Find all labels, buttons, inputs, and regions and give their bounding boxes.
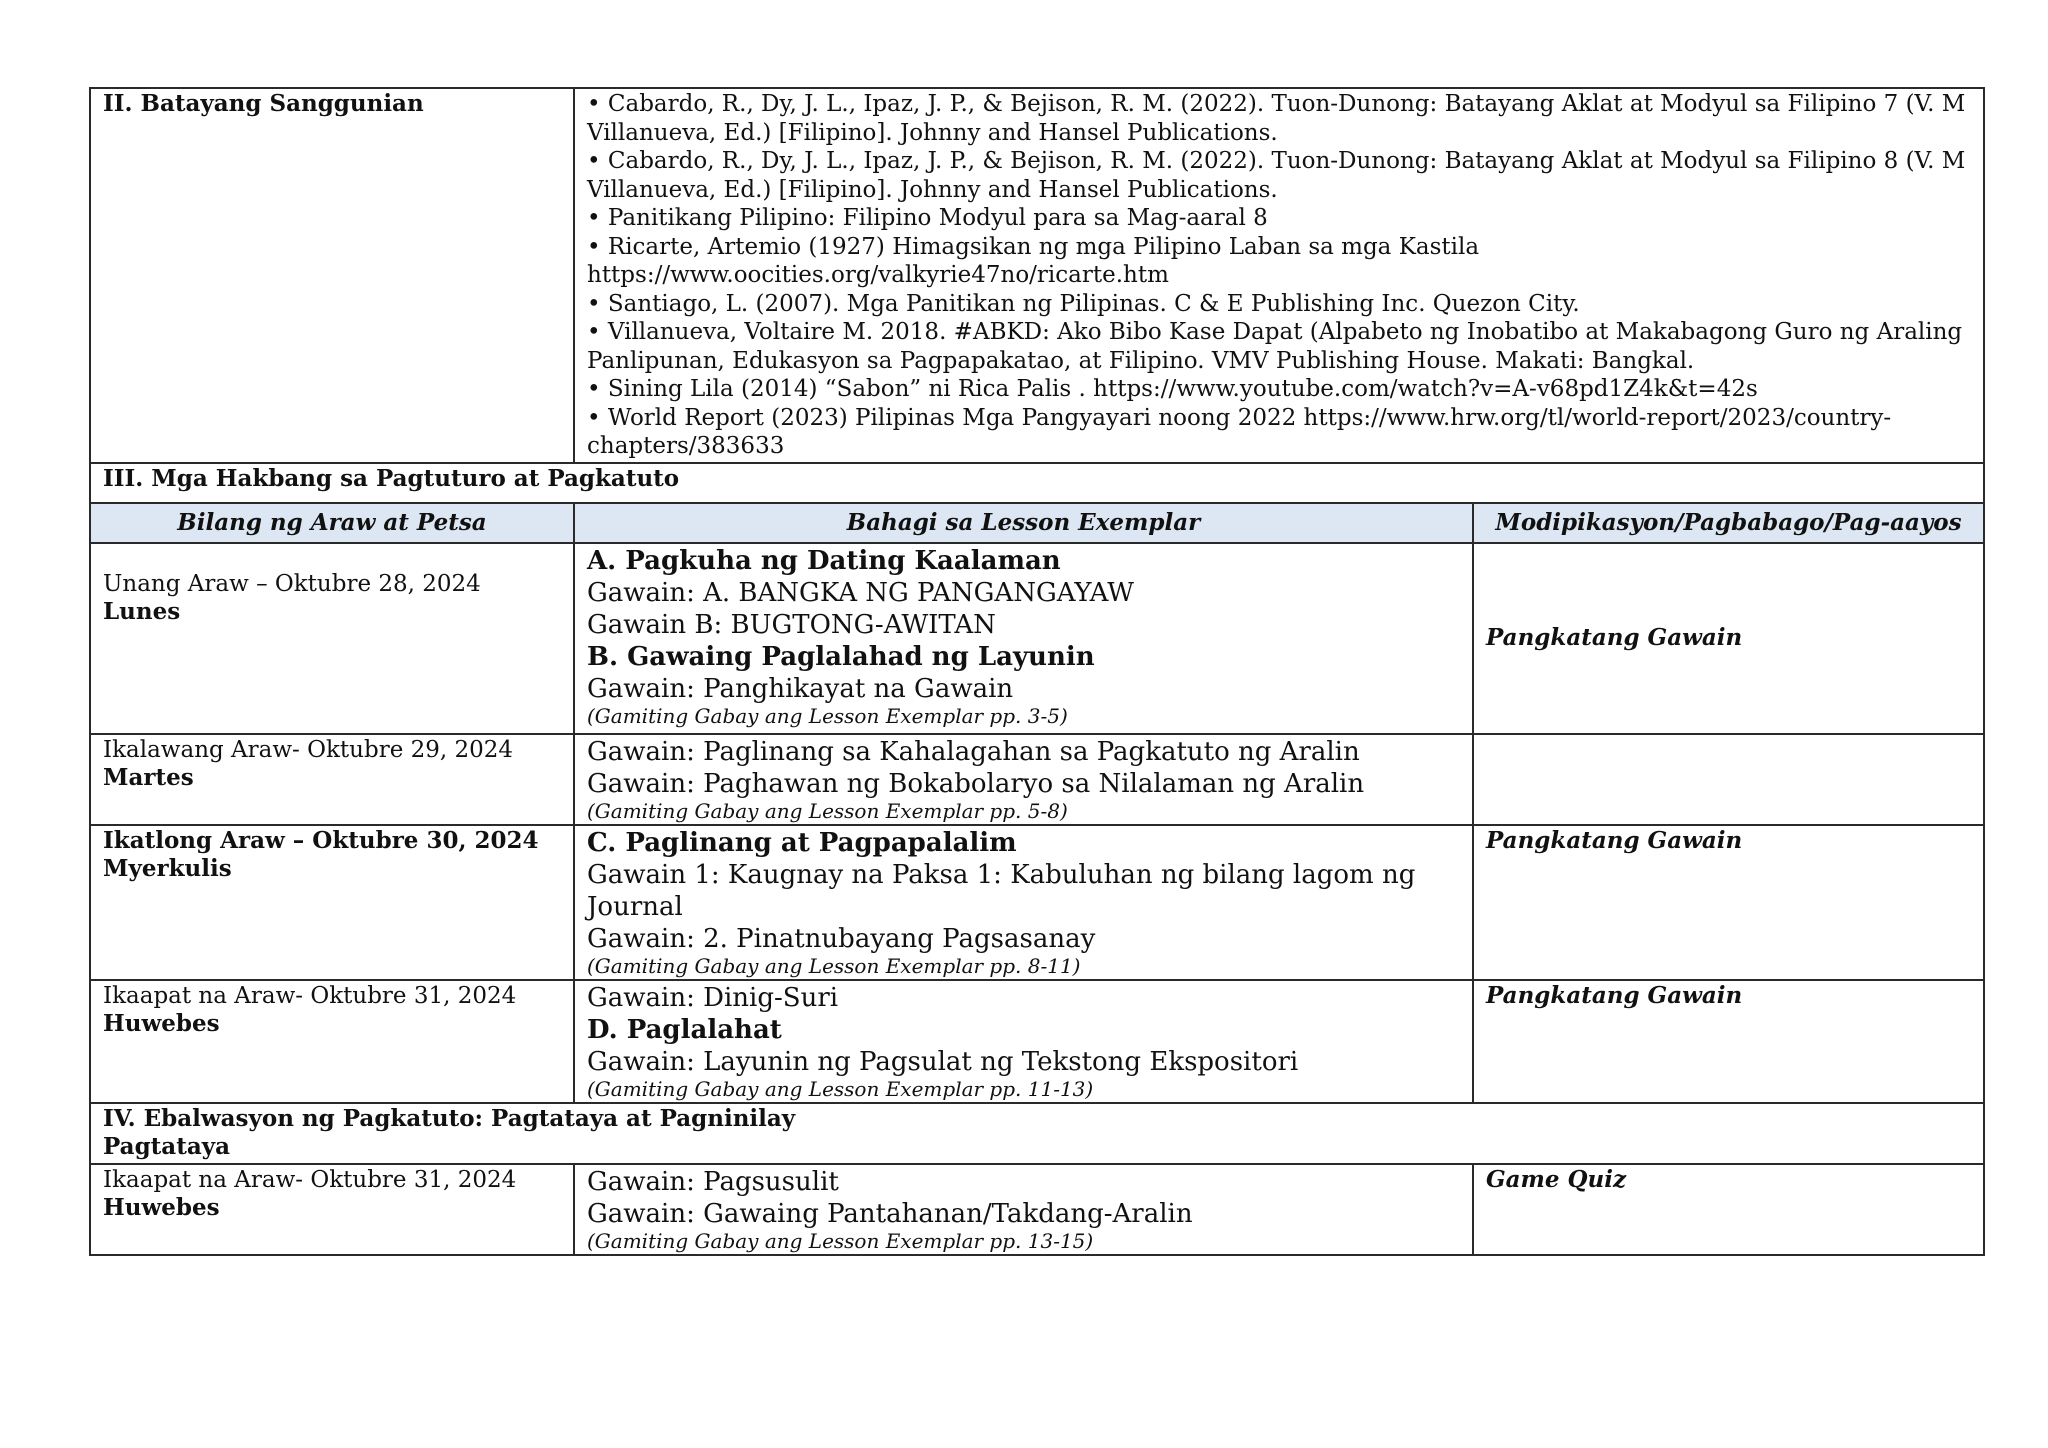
reference-item: • Villanueva, Voltaire M. 2018. #ABKD: Ako Bibo Kase Dapat (Alpabeto ng Inobatibo at Makabagong Guro ng Araling Panlipunan, Edukasyon sa Pagpapakatao, at Filipino. VMV Publishing House. Makati: Bangkal. — [587, 319, 1963, 374]
reference-item: • Santiago, L. (2007). Mga Panitikan ng Pilipinas. C & E Publishing Inc. Quezon City. — [587, 290, 1580, 317]
day2-date: Ikalawang Araw- Oktubre 29, 2024 — [103, 736, 514, 763]
day4-activity: Gawain: Layunin ng Pagsulat ng Tekstong Ekspositori — [587, 1046, 1299, 1077]
section4-title-row — [90, 1103, 1984, 1164]
day1-part-a: A. Pagkuha ng Dating Kaalaman — [587, 545, 1061, 576]
day2-weekday: Martes — [103, 764, 194, 791]
reference-item: • Cabardo, R., Dy, J. L., Ipaz, J. P., & Bejison, R. M. (2022). Tuon-Dunong: Batayang Aklat at Modyul sa Filipino 8 (V. M Villanueva, Ed.) [Filipino]. Johnny and Hansel Publications. — [587, 148, 1966, 203]
day1-activity: Gawain: Panghikayat na Gawain — [587, 673, 1014, 704]
references-list — [574, 88, 1984, 463]
reference-item: • Sining Lila (2014) “Sabon” ni Rica Palis . https://www.youtube.com/watch?v=A-v68pd1Z4k&t=42s — [587, 376, 1758, 402]
day1-weekday: Lunes — [103, 598, 181, 625]
day4-lesson-cell — [574, 980, 1473, 1103]
day2-activity: Gawain: Paghawan ng Bokabolaryo sa Nilalaman ng Aralin — [587, 768, 1365, 799]
eval-modification: Game Quiz — [1473, 1164, 1984, 1255]
reference-item: • Panitikang Pilipino: Filipino Modyul para sa Mag-aaral 8 — [587, 205, 1268, 231]
day3-weekday: Myerkulis — [103, 855, 232, 882]
day1-modification: Pangkatang Gawain — [1473, 543, 1984, 734]
section3-title: III. Mga Hakbang sa Pagtuturo at Pagkatuto — [90, 463, 1984, 503]
day3-part-c: C. Paglinang at Pagpapalalim — [587, 827, 1017, 858]
eval-weekday: Huwebes — [103, 1194, 220, 1221]
day4-activity: Gawain: Dinig-Suri — [587, 982, 839, 1013]
eval-note: (Gamiting Gabay ang Lesson Exemplar pp. 13-15) — [587, 1228, 1094, 1253]
day4-row — [90, 980, 1984, 1103]
day3-date: Ikatlong Araw – Oktubre 30, 2024 — [103, 826, 539, 854]
eval-activity: Gawain: Gawaing Pantahanan/Takdang-Aralin — [587, 1198, 1193, 1229]
day4-date-cell — [90, 980, 574, 1103]
day2-date-cell — [90, 734, 574, 825]
day4-modification: Pangkatang Gawain — [1473, 980, 1984, 1103]
day3-activity: Gawain: 2. Pinatnubayang Pagsasanay — [587, 923, 1096, 954]
day1-activity: Gawain B: BUGTONG-AWITAN — [587, 609, 996, 640]
references-label: II. Batayang Sanggunian — [90, 88, 574, 463]
eval-date-cell — [90, 1164, 574, 1255]
day2-row — [90, 734, 1984, 825]
day2-lesson-cell — [574, 734, 1473, 825]
day1-date-cell — [90, 543, 574, 734]
section4-title-cell — [90, 1103, 1984, 1164]
day3-note: (Gamiting Gabay ang Lesson Exemplar pp. 8-11) — [587, 953, 1081, 978]
day1-row — [90, 543, 1984, 734]
day3-activity: Gawain 1: Kaugnay na Paksa 1: Kabuluhan ng bilang lagom ng Journal — [587, 859, 1416, 922]
day4-weekday: Huwebes — [103, 1010, 220, 1037]
day3-lesson-cell — [574, 825, 1473, 980]
section4-subtitle: Pagtataya — [103, 1133, 230, 1160]
day1-activity: Gawain: A. BANGKA NG PANGANGAYAW — [587, 577, 1135, 608]
section4-title: IV. Ebalwasyon ng Pagkatuto: Pagtataya at Pagninilay — [103, 1104, 796, 1132]
day1-part-b: B. Gawaing Paglalahad ng Layunin — [587, 641, 1095, 672]
evaluation-row — [90, 1164, 1984, 1255]
section3-title-row — [90, 463, 1984, 503]
day1-note: (Gamiting Gabay ang Lesson Exemplar pp. 3-5) — [587, 703, 1068, 728]
day4-date: Ikaapat na Araw- Oktubre 31, 2024 — [103, 982, 517, 1009]
day4-part-d: D. Paglalahat — [587, 1014, 782, 1045]
eval-date: Ikaapat na Araw- Oktubre 31, 2024 — [103, 1166, 517, 1193]
col-header-date: Bilang ng Araw at Petsa — [90, 503, 574, 543]
eval-lesson-cell — [574, 1164, 1473, 1255]
day3-modification: Pangkatang Gawain — [1473, 825, 1984, 980]
lesson-plan-table — [89, 87, 1985, 1256]
eval-activity: Gawain: Pagsusulit — [587, 1166, 839, 1197]
day3-row — [90, 825, 1984, 980]
col-header-modification: Modipikasyon/Pagbabago/Pag-aayos — [1473, 503, 1984, 543]
references-row — [90, 88, 1984, 463]
day1-lesson-cell — [574, 543, 1473, 734]
day2-modification — [1473, 734, 1984, 825]
col-header-lesson: Bahagi sa Lesson Exemplar — [574, 503, 1473, 543]
column-header-row — [90, 503, 1984, 543]
day1-date: Unang Araw – Oktubre 28, 2024 — [103, 570, 481, 597]
day4-note: (Gamiting Gabay ang Lesson Exemplar pp. 11-13) — [587, 1076, 1094, 1101]
reference-item: • Cabardo, R., Dy, J. L., Ipaz, J. P., & Bejison, R. M. (2022). Tuon-Dunong: Batayang Aklat at Modyul sa Filipino 7 (V. M Villanueva, Ed.) [Filipino]. Johnny and Hansel Publications. — [587, 91, 1966, 146]
reference-item: • Ricarte, Artemio (1927) Himagsikan ng mga Pilipino Laban sa mga Kastila https://www.oocities.org/valkyrie47no/ricarte.htm — [587, 233, 1480, 288]
day2-activity: Gawain: Paglinang sa Kahalagahan sa Pagkatuto ng Aralin — [587, 736, 1360, 767]
day3-date-cell — [90, 825, 574, 980]
reference-item: • World Report (2023) Pilipinas Mga Pangyayari noong 2022 https://www.hrw.org/tl/world-report/2023/country-chapters/383633 — [587, 404, 1892, 459]
day2-note: (Gamiting Gabay ang Lesson Exemplar pp. 5-8) — [587, 798, 1068, 823]
